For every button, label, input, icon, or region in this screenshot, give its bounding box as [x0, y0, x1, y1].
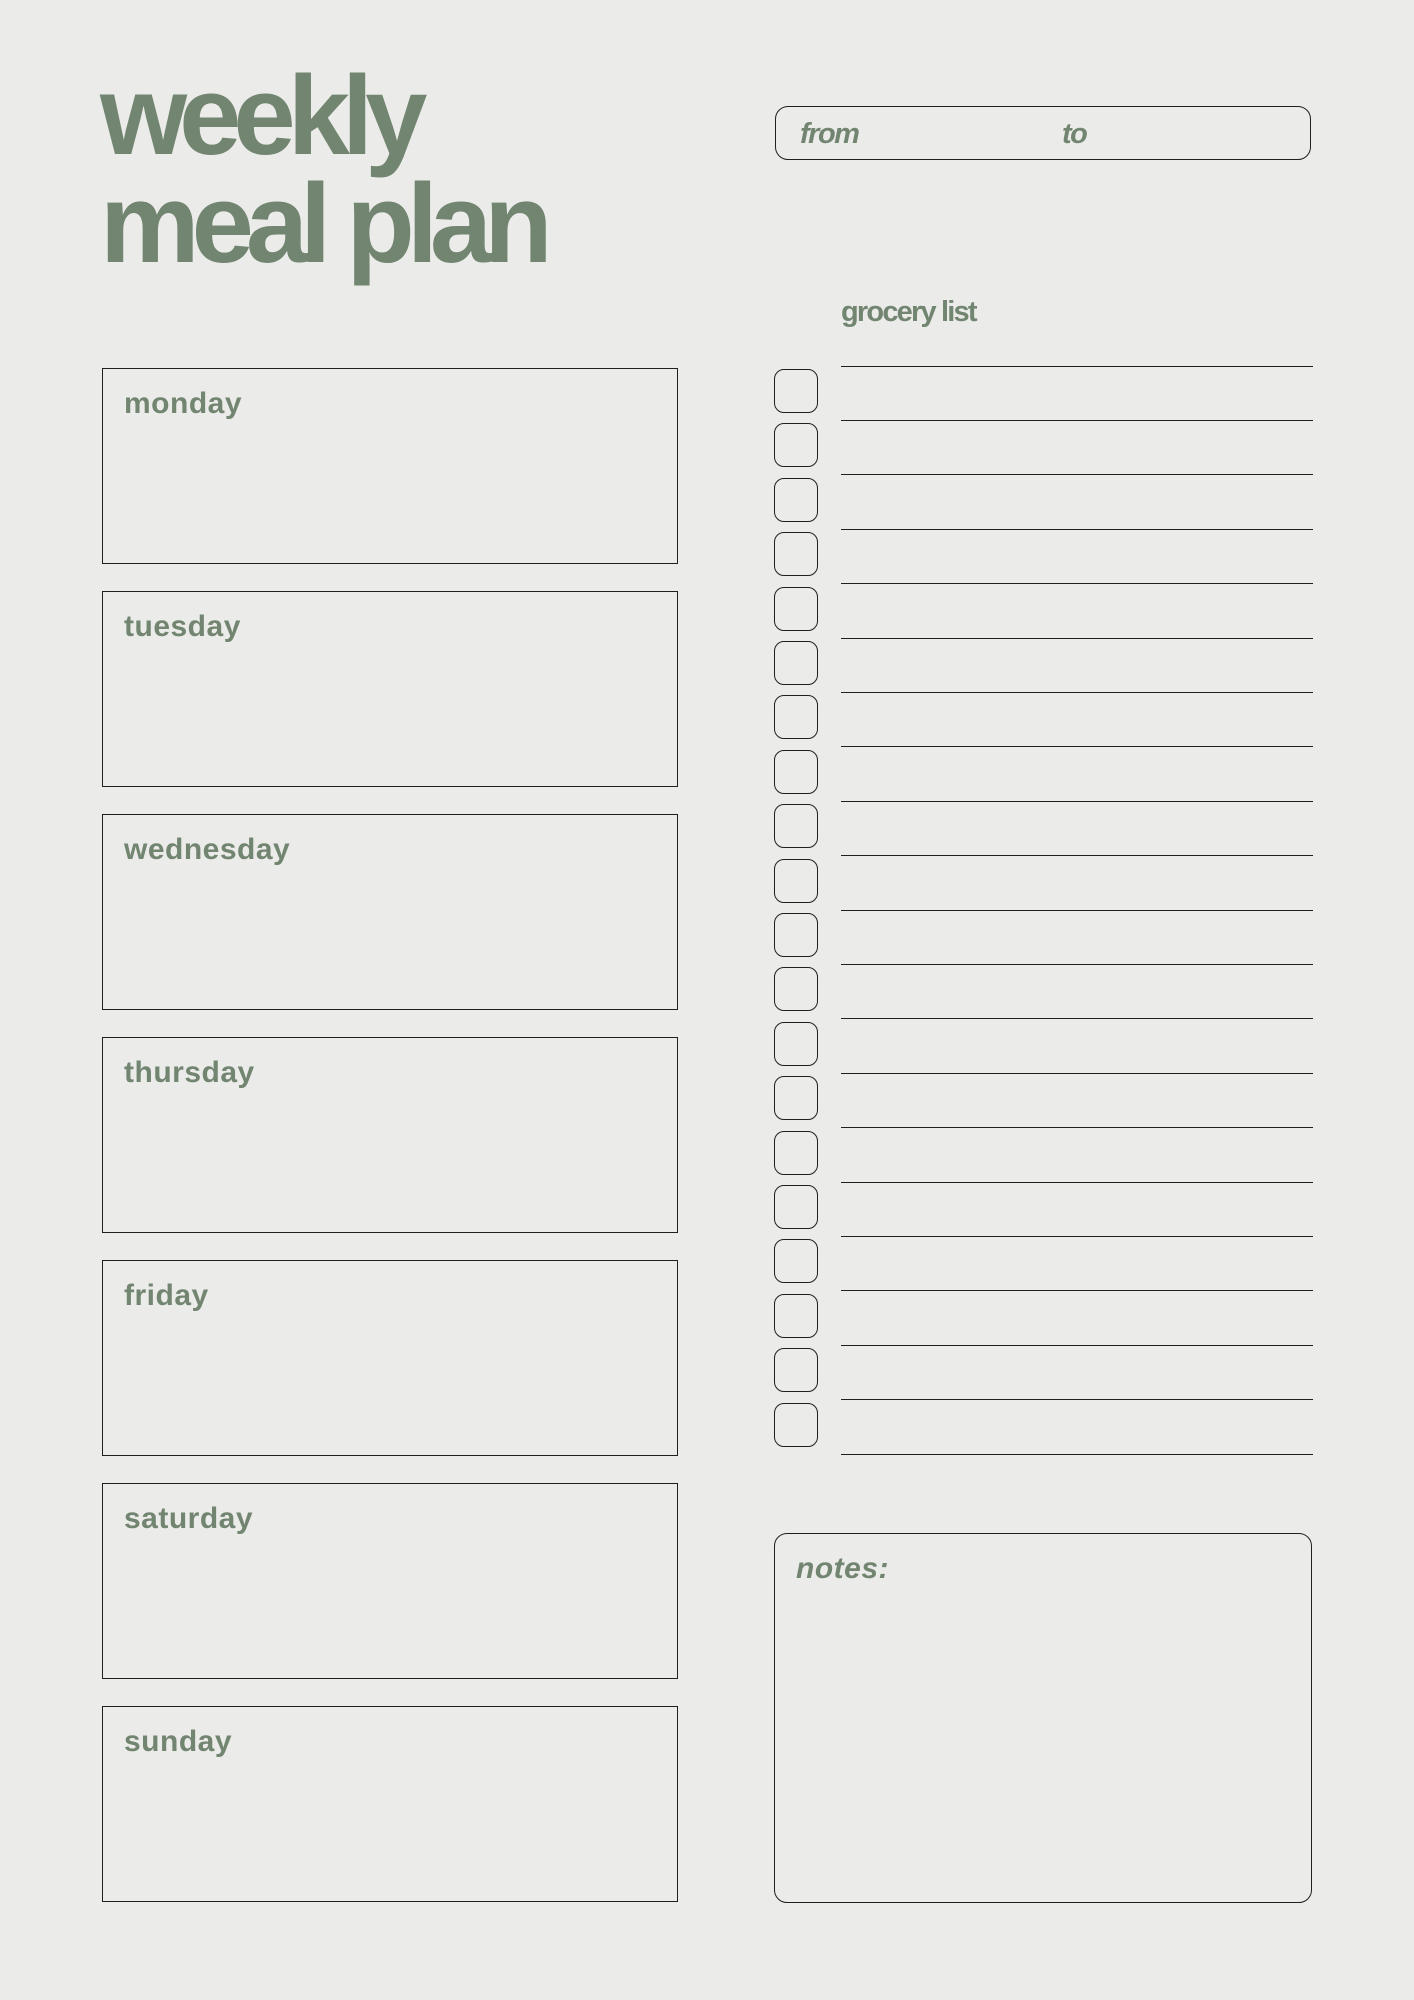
grocery-checkbox[interactable]	[774, 1185, 818, 1229]
day-box-saturday[interactable]	[102, 1483, 678, 1679]
grocery-item	[774, 1400, 1314, 1454]
grocery-item	[774, 529, 1314, 583]
grocery-checkbox[interactable]	[774, 369, 818, 413]
grocery-checkbox[interactable]	[774, 1131, 818, 1175]
day-box-thursday[interactable]	[102, 1037, 678, 1233]
grocery-item	[774, 1073, 1314, 1127]
grocery-checkbox[interactable]	[774, 1348, 818, 1392]
grocery-item	[774, 910, 1314, 964]
grocery-checkbox[interactable]	[774, 967, 818, 1011]
grocery-item	[774, 964, 1314, 1018]
grocery-checkbox[interactable]	[774, 478, 818, 522]
grocery-item	[774, 1291, 1314, 1345]
grocery-item	[774, 475, 1314, 529]
date-range-field[interactable]	[775, 106, 1311, 160]
day-label-saturday: saturday	[124, 1502, 254, 1535]
page-title	[100, 53, 545, 286]
from-label: from	[800, 118, 859, 150]
grocery-item	[774, 1182, 1314, 1236]
grocery-item	[774, 692, 1314, 746]
grocery-checkbox[interactable]	[774, 641, 818, 685]
day-box-monday[interactable]	[102, 368, 678, 564]
grocery-checkbox[interactable]	[774, 1294, 818, 1338]
grocery-item	[774, 366, 1314, 420]
title-line-weekly: weekly	[100, 53, 420, 178]
day-box-wednesday[interactable]	[102, 814, 678, 1010]
grocery-list-title: grocery list	[841, 296, 976, 328]
day-label-sunday: sunday	[124, 1725, 233, 1758]
grocery-checkbox[interactable]	[774, 913, 818, 957]
notes-label: notes:	[796, 1552, 889, 1585]
grocery-checkbox[interactable]	[774, 1022, 818, 1066]
grocery-item	[774, 856, 1314, 910]
grocery-item	[774, 1236, 1314, 1290]
day-label-thursday: thursday	[124, 1056, 255, 1089]
day-box-sunday[interactable]	[102, 1706, 678, 1902]
day-box-friday[interactable]	[102, 1260, 678, 1456]
grocery-checkbox[interactable]	[774, 532, 818, 576]
grocery-checkbox[interactable]	[774, 750, 818, 794]
to-label: to	[1062, 118, 1087, 150]
title-line-meal-plan: meal plan	[100, 161, 545, 286]
grocery-checkbox[interactable]	[774, 695, 818, 739]
grocery-item	[774, 747, 1314, 801]
grocery-item	[774, 420, 1314, 474]
grocery-item	[774, 638, 1314, 692]
notes-box[interactable]	[774, 1533, 1312, 1903]
grocery-checkbox[interactable]	[774, 1076, 818, 1120]
grocery-item	[774, 1128, 1314, 1182]
grocery-item	[774, 1345, 1314, 1399]
grocery-checkbox[interactable]	[774, 859, 818, 903]
grocery-checkbox[interactable]	[774, 1239, 818, 1283]
grocery-checkbox[interactable]	[774, 423, 818, 467]
day-label-monday: monday	[124, 387, 243, 420]
day-box-tuesday[interactable]	[102, 591, 678, 787]
grocery-item	[774, 1019, 1314, 1073]
day-label-friday: friday	[124, 1279, 209, 1312]
grocery-checkbox[interactable]	[774, 1403, 818, 1447]
day-label-tuesday: tuesday	[124, 610, 241, 643]
grocery-line[interactable]	[841, 1454, 1313, 1455]
grocery-checkbox[interactable]	[774, 587, 818, 631]
grocery-item	[774, 584, 1314, 638]
day-label-wednesday: wednesday	[124, 833, 291, 866]
grocery-item	[774, 801, 1314, 855]
grocery-checkbox[interactable]	[774, 804, 818, 848]
